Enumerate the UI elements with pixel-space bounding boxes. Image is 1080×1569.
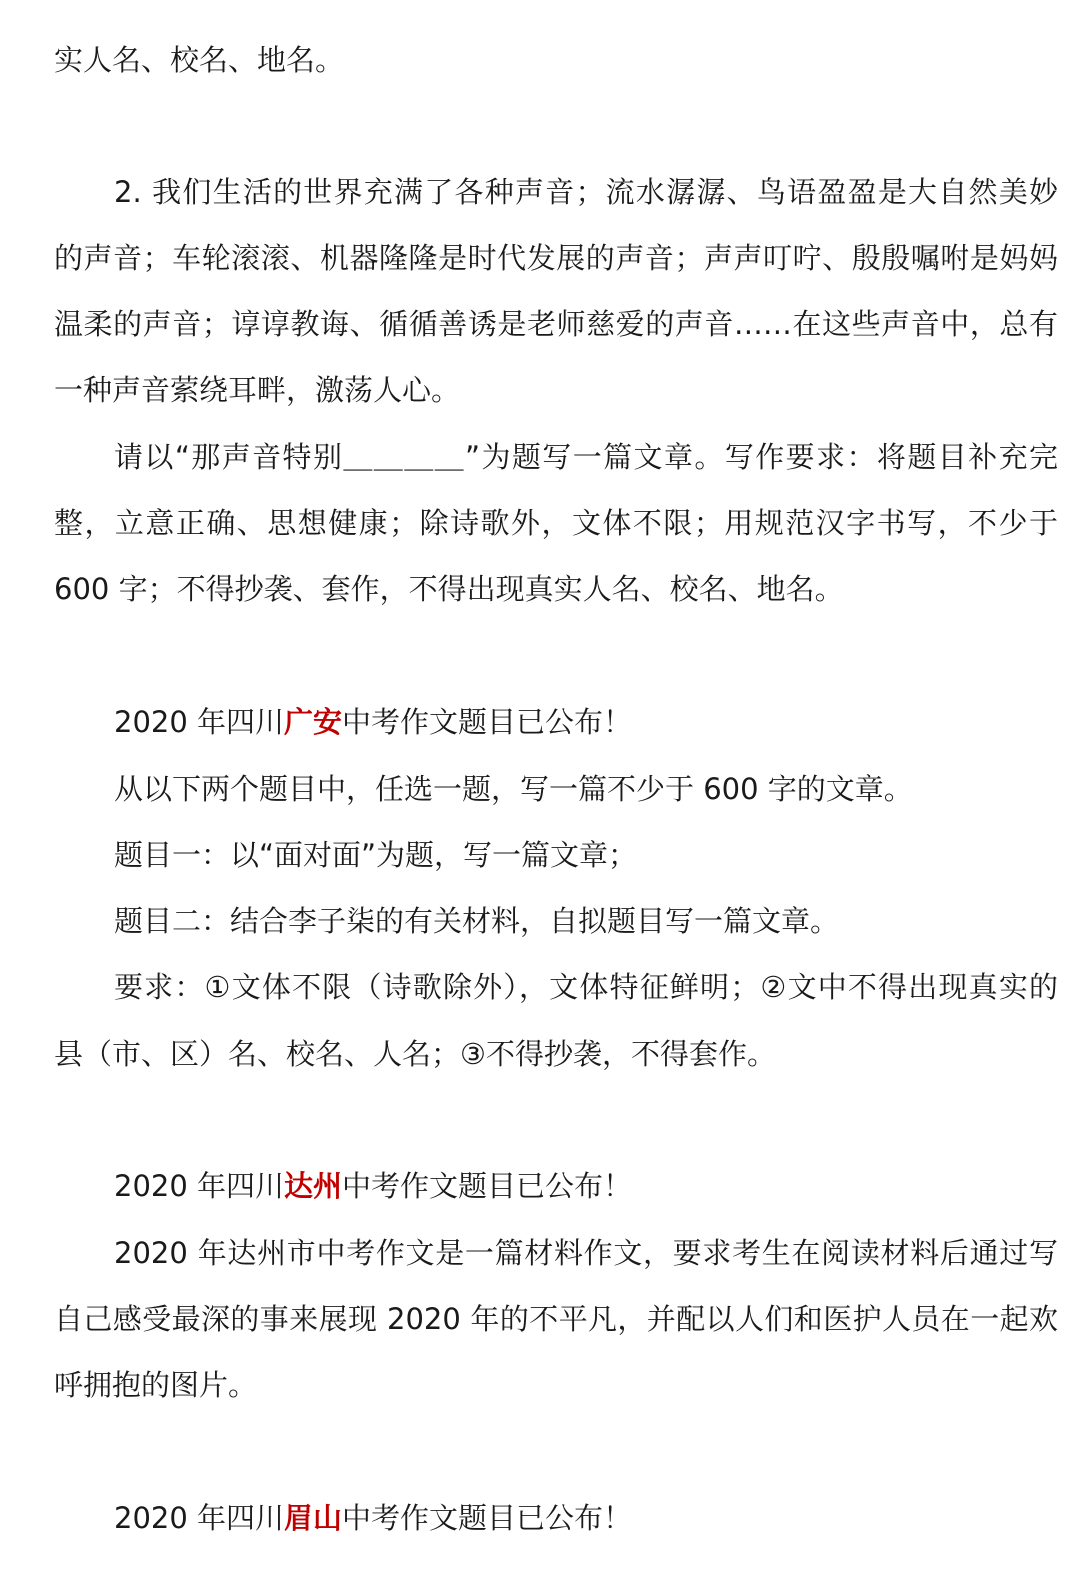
heading-place: 眉山	[284, 1501, 343, 1535]
section-heading-guangan	[114, 702, 632, 742]
paragraph-line: 题目二：结合李子柒的有关材料，自拟题目写一篇文章。	[114, 904, 840, 938]
heading-suffix: 中考作文题目已公布！	[342, 705, 633, 739]
heading-place: 广安	[284, 705, 343, 739]
heading-place: 达州	[284, 1169, 343, 1203]
paragraph-line: 请以“那声音特别＿＿＿＿”为题写一篇文章。写作要求：将题目补充完	[114, 440, 1058, 474]
heading-suffix: 中考作文题目已公布！	[342, 1169, 633, 1203]
paragraph-line: 从以下两个题目中，任选一题，写一篇不少于 600 字的文章。	[114, 772, 913, 806]
paragraph-line: 2020 年达州市中考作文是一篇材料作文，要求考生在阅读材料后通过写	[114, 1236, 1058, 1270]
paragraph-line: 2. 我们生活的世界充满了各种声音；流水潺潺、鸟语盈盈是大自然美妙	[114, 175, 1058, 209]
paragraph-line: 一种声音萦绕耳畔，激荡人心。	[54, 373, 461, 407]
heading-prefix: 2020 年四川	[114, 705, 285, 739]
paragraph-line: 自己感受最深的事来展现 2020 年的不平凡，并配以人们和医护人员在一起欢	[54, 1302, 1058, 1336]
paragraph-line: 的声音；车轮滚滚、机器隆隆是时代发展的声音；声声叮咛、殷殷嘱咐是妈妈	[54, 241, 1058, 275]
section-heading-meishan	[114, 1498, 632, 1538]
heading-prefix: 2020 年四川	[114, 1501, 285, 1535]
paragraph-line: 呼拥抱的图片。	[54, 1368, 258, 1402]
section-heading-dazhou	[114, 1166, 632, 1206]
paragraph-line: 题目一：以“面对面”为题，写一篇文章；	[114, 838, 638, 872]
paragraph-line: 要求：①文体不限（诗歌除外），文体特征鲜明；②文中不得出现真实的	[114, 970, 1058, 1004]
paragraph-line: 整，立意正确、思想健康；除诗歌外，文体不限；用规范汉字书写，不少于	[54, 506, 1058, 540]
paragraph-line: 600 字；不得抄袭、套作，不得出现真实人名、校名、地名。	[54, 572, 844, 606]
paragraph-line: 县（市、区）名、校名、人名；③不得抄袭，不得套作。	[54, 1037, 776, 1071]
heading-suffix: 中考作文题目已公布！	[342, 1501, 633, 1535]
heading-prefix: 2020 年四川	[114, 1169, 285, 1203]
paragraph-line: 实人名、校名、地名。	[54, 43, 345, 77]
paragraph-line: 温柔的声音；谆谆教诲、循循善诱是老师慈爱的声音……在这些声音中，总有	[54, 307, 1058, 341]
